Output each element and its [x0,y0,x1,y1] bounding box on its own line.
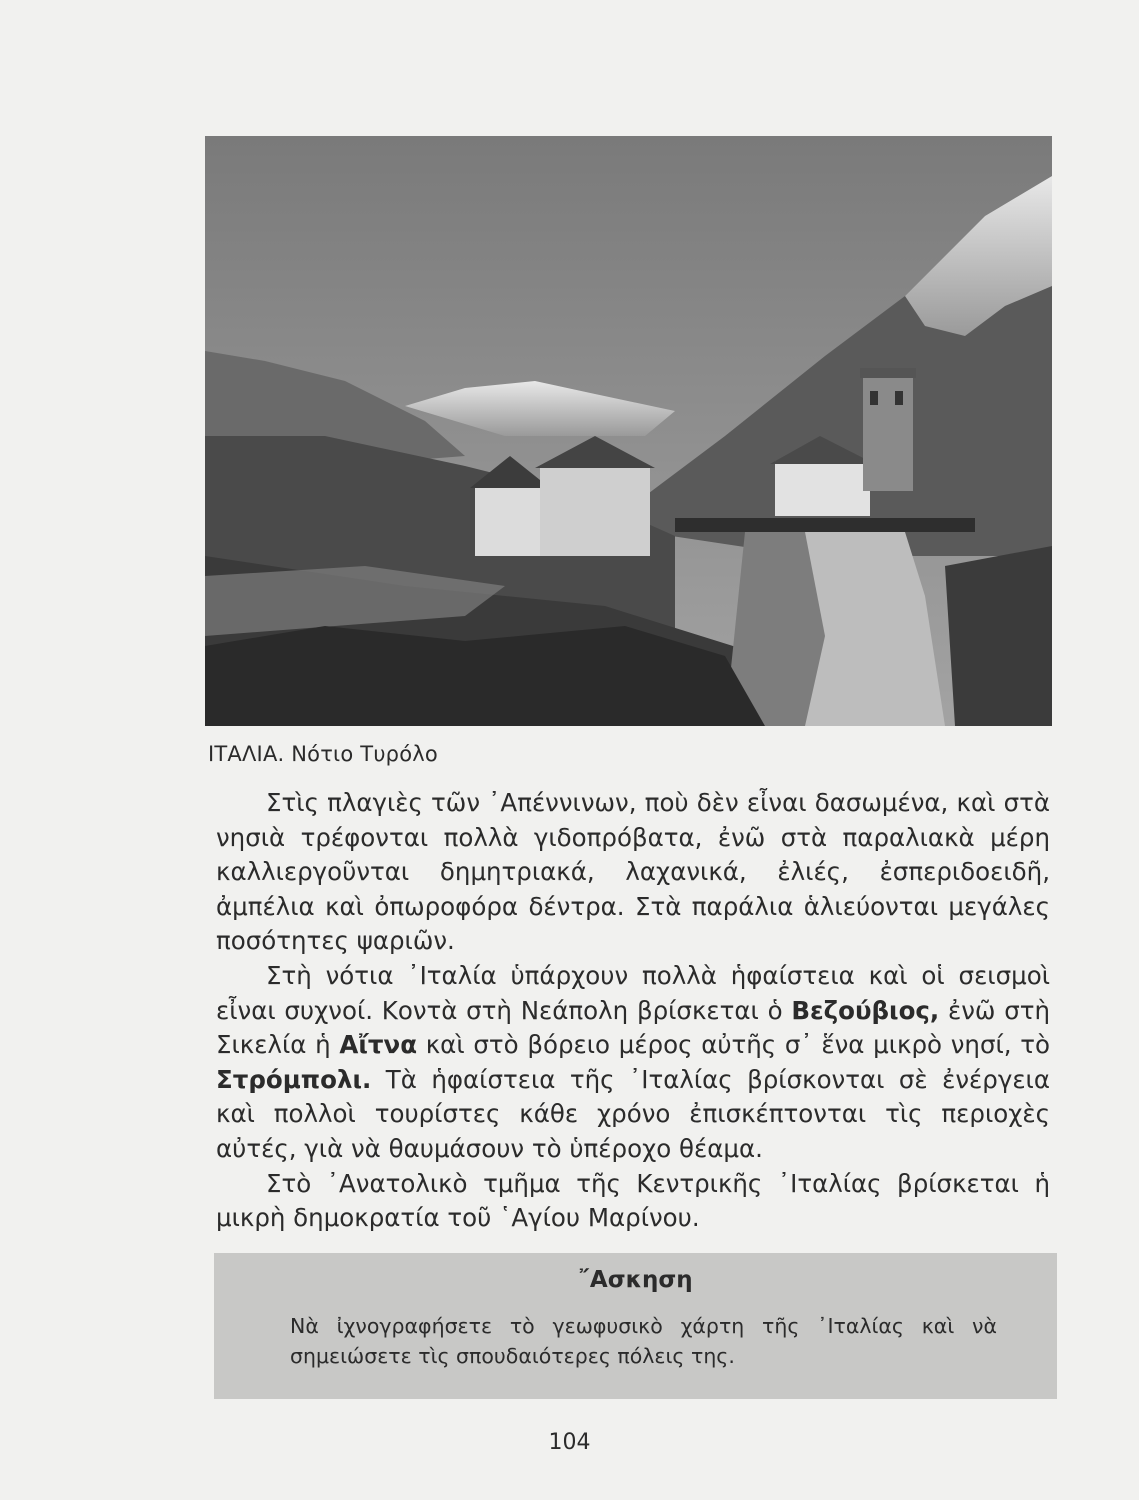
stromboli-term: Στρόμπολι. [216,1064,372,1094]
paragraph-agriculture: Στὶς πλαγιὲς τῶν ᾿Απέννινων, ποὺ δὲν εἶναι δασωμένα, καὶ στὰ νησιὰ τρέφονται πολλὰ γιδοπρόβατα, ἐνῶ στὰ παραλιακὰ μέρη καλλιεργοῦνται δημητριακά, λαχανικά, ἐλιές, ἐσπεριδοειδῆ, ἀμπέλια καὶ ὀπωροφόρα δέντρα. Στὰ παράλια ἁλιεύονται μεγάλες ποσότητες ψαριῶν. [216,788,1050,956]
paragraph-volcanoes-part-b: ἐνῶ στὴ Σικελία ἡ [216,995,1051,1060]
paragraph-san-marino: Στὸ ᾿Ανατολικὸ τμῆμα τῆς Κεντρικῆς ᾿Ιταλίας βρίσκεται ἡ μικρὴ δημοκρατία τοῦ ῾Αγίου Μαρίνου. [216,1168,1050,1233]
paragraph-volcanoes-part-a: Στὴ νότια ᾿Ιταλία ὑπάρχουν πολλὰ ἡφαίστεια καὶ οἱ σεισμοὶ εἶναι συχνοί. Κοντὰ στὴ Νεάπολη βρίσκεται ὁ [216,960,1050,1025]
etna-term: Αἴτνα [339,1030,418,1060]
body-text [216,786,1050,1236]
castle-landscape-photo [205,136,1052,726]
exercise-text: Νὰ ἰχνογραφήσετε τὸ γεωφυσικὸ χάρτη τῆς ᾿Ιταλίας καὶ νὰ σημειώσετε τὶς σπουδαιότερες πόλεις της. [290,1314,997,1368]
paragraph-volcanoes-part-c: καὶ στὸ βόρειο μέρος αὐτῆς σ᾿ ἕνα μικρὸ νησί, τὸ [417,1030,1051,1060]
page-number: 104 [548,1430,591,1455]
photo-caption: ΙΤΑΛΙΑ. Νότιο Τυρόλο [208,742,438,766]
paragraph-volcanoes-part-d: Τὰ ἡφαίστεια τῆς ᾿Ιταλίας βρίσκονται σὲ ἐνέργεια καὶ πολλοὶ τουρίστες κάθε χρόνο ἐπισκέπτονται τὶς περιοχὲς αὐτές, γιὰ νὰ θαυμάσουν τὸ ὑπέροχο θέαμα. [216,1064,1050,1163]
exercise-box [214,1253,1057,1399]
vesuvius-term: Βεζούβιος, [791,995,940,1025]
exercise-title: ῎Ασκηση [578,1267,693,1293]
photo-illustration [205,136,1052,726]
paragraph-volcanoes [216,959,1050,1167]
